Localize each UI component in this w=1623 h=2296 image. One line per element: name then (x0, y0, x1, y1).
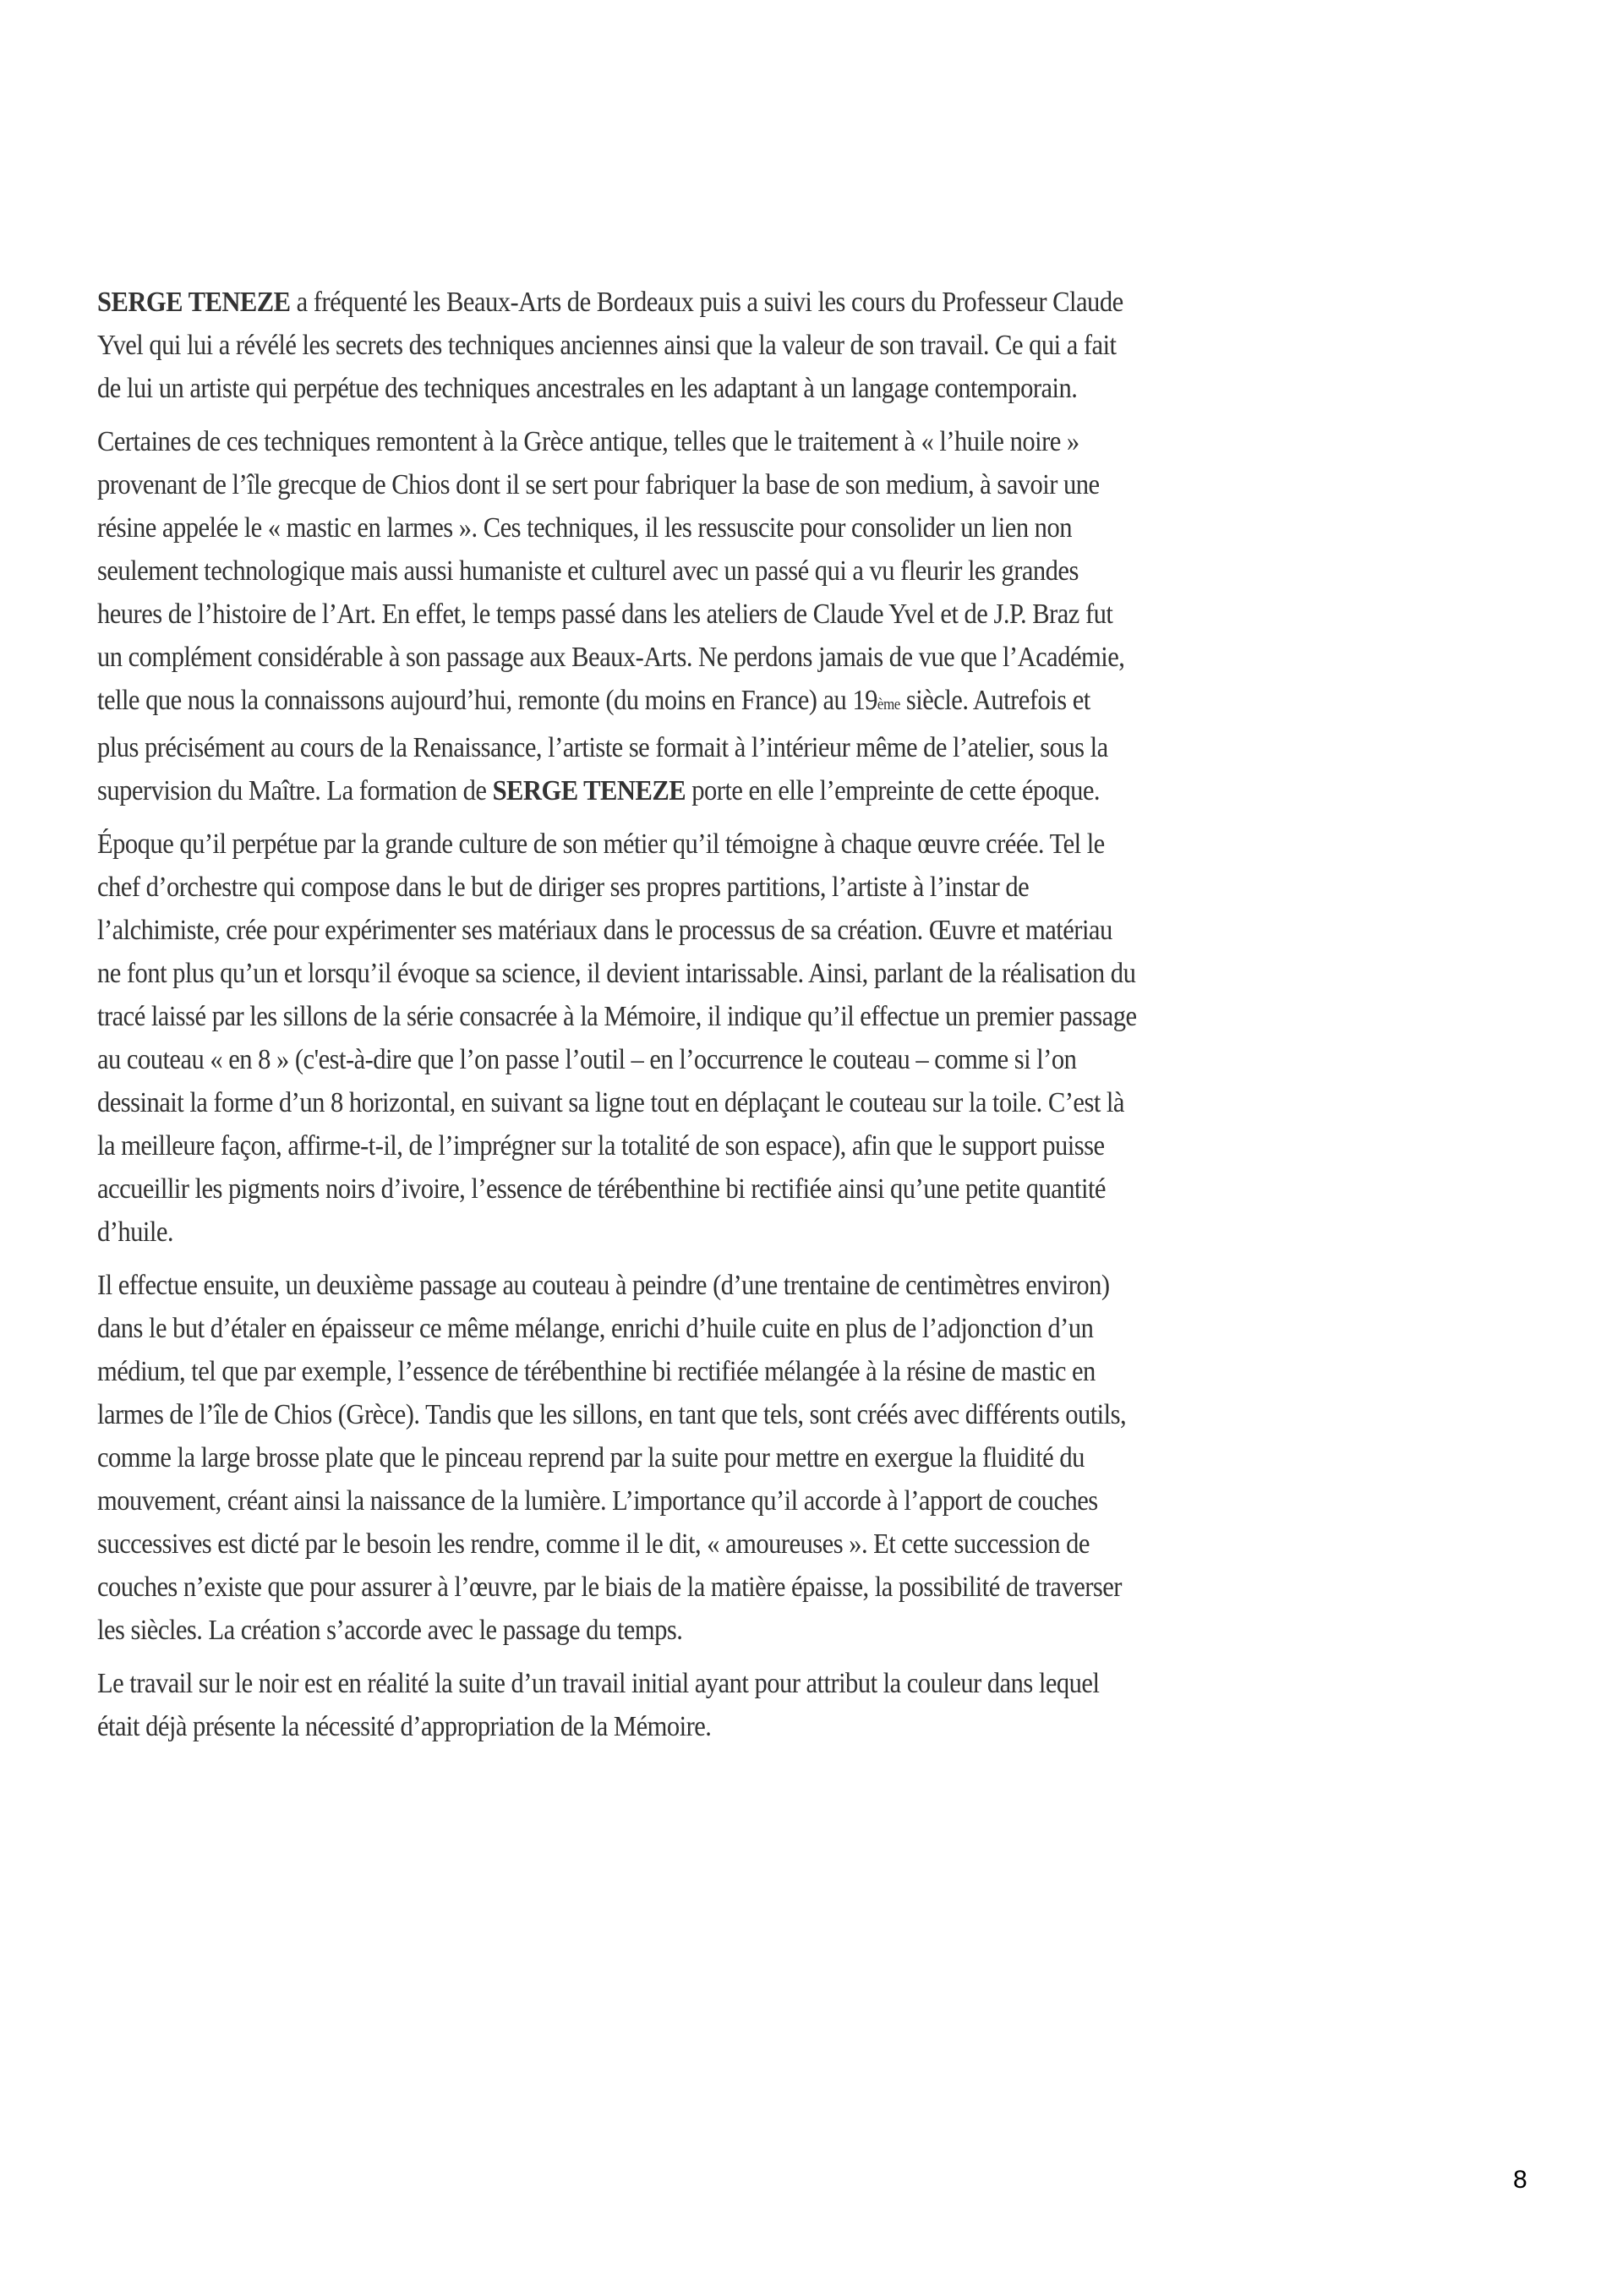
text-line (97, 909, 1375, 952)
text-segment: les siècles. La création s’accorde avec le passage du temps. (97, 1615, 683, 1646)
text-line (97, 549, 1375, 593)
text-segment: provenant de l’île grecque de Chios dont il se sert pour fabriquer la base de son medium, à savoir une (97, 469, 1100, 500)
text-line (97, 1436, 1375, 1479)
text-segment: siècle. Autrefois et (899, 685, 1090, 716)
text-segment: seulement technologique mais aussi humaniste et culturel avec un passé qui a vu fleurir les grandes (97, 555, 1079, 587)
text-segment: supervision du Maître. La formation de (97, 775, 493, 806)
text-segment: était déjà présente la nécessité d’appropriation de la Mémoire. (97, 1711, 712, 1742)
text-segment: au couteau « en 8 » (c'est-à-dire que l’on passe l’outil – en l’occurrence le couteau – comme si l’on (97, 1044, 1077, 1075)
paragraph (97, 420, 1517, 812)
text-segment: de lui un artiste qui perpétue des techniques ancestrales en les adaptant à un langage contemporain. (97, 373, 1078, 404)
text-line (97, 636, 1375, 679)
text-line (97, 726, 1375, 769)
text-segment: tracé laissé par les sillons de la série consacrée à la Mémoire, il indique qu’il effectue un premier passage (97, 1001, 1137, 1032)
text-line (97, 1124, 1375, 1167)
text-line (97, 1307, 1375, 1350)
text-segment: dans le but d’étaler en épaisseur ce même mélange, enrichi d’huile cuite en plus de l’adjonction d’un (97, 1313, 1094, 1344)
text-line (97, 1393, 1375, 1436)
text-segment: Yvel qui lui a révélé les secrets des techniques anciennes ainsi que la valeur de son travail. Ce qui a fait (97, 330, 1117, 361)
paragraph (97, 1662, 1517, 1748)
text-segment: Il effectue ensuite, un deuxième passage au couteau à peindre (d’une trentaine de centimètres environ) (97, 1270, 1110, 1301)
text-line (97, 952, 1375, 995)
artist-name: SERGE TENEZE (492, 775, 686, 806)
text-line (97, 1167, 1375, 1211)
text-line (97, 679, 1375, 726)
text-line (97, 769, 1375, 812)
text-segment: Époque qu’il perpétue par la grande culture de son métier qu’il témoigne à chaque œuvre créée. Tel le (97, 828, 1105, 860)
text-segment: ne font plus qu’un et lorsqu’il évoque sa science, il devient intarissable. Ainsi, parlant de la réalisation du (97, 958, 1136, 989)
text-line (97, 866, 1375, 909)
text-segment: heures de l’histoire de l’Art. En effet, le temps passé dans les ateliers de Claude Yvel et de J.P. Braz fut (97, 599, 1113, 630)
text-segment: larmes de l’île de Chios (Grèce). Tandis que les sillons, en tant que tels, sont créés avec différents outils, (97, 1399, 1127, 1430)
text-line (97, 367, 1375, 410)
text-segment: chef d’orchestre qui compose dans le but de diriger ses propres partitions, l’artiste à l’instar de (97, 872, 1030, 903)
text-line (97, 281, 1375, 324)
artist-name: SERGE TENEZE (97, 287, 291, 318)
text-segment: telle que nous la connaissons aujourd’hui, remonte (du moins en France) au 19 (97, 685, 877, 716)
text-segment: Le travail sur le noir est en réalité la suite d’un travail initial ayant pour attribut la couleur dans lequel (97, 1668, 1100, 1699)
text-segment: a fréquenté les Beaux-Arts de Bordeaux puis a suivi les cours du Professeur Claude (290, 287, 1123, 318)
text-line (97, 1081, 1375, 1124)
text-line (97, 463, 1375, 506)
text-segment: porte en elle l’empreinte de cette époque. (686, 775, 1101, 806)
text-segment: la meilleure façon, affirme-t-il, de l’imprégner sur la totalité de son espace), afin que le support puisse (97, 1130, 1105, 1162)
text-segment: d’huile. (97, 1216, 174, 1248)
text-line (97, 324, 1375, 367)
text-segment: plus précisément au cours de la Renaissance, l’artiste se formait à l’intérieur même de l’atelier, sous la (97, 732, 1108, 763)
text-line (97, 1350, 1375, 1393)
text-line (97, 1264, 1375, 1307)
text-line (97, 823, 1375, 866)
text-segment: accueillir les pigments noirs d’ivoire, l’essence de térébenthine bi rectifiée ainsi qu’une petite quantité (97, 1173, 1106, 1205)
text-segment: successives est dicté par le besoin les rendre, comme il le dit, « amoureuses ». Et cette succession de (97, 1528, 1090, 1560)
text-line (97, 506, 1375, 549)
ordinal-suffix: ème (877, 696, 900, 713)
text-segment: l’alchimiste, crée pour expérimenter ses matériaux dans le processus de sa création. Œuvre et matériau (97, 915, 1112, 946)
page-number: 8 (1513, 2166, 1527, 2194)
text-line (97, 1566, 1375, 1609)
document-body (97, 281, 1517, 1758)
text-line (97, 420, 1375, 463)
paragraph (97, 281, 1517, 410)
text-segment: comme la large brosse plate que le pinceau reprend par la suite pour mettre en exergue la fluidité du (97, 1442, 1085, 1473)
text-line (97, 1662, 1375, 1705)
text-segment: dessinait la forme d’un 8 horizontal, en suivant sa ligne tout en déplaçant le couteau sur la toile. C’est là (97, 1087, 1124, 1118)
text-segment: mouvement, créant ainsi la naissance de la lumière. L’importance qu’il accorde à l’apport de couches (97, 1485, 1098, 1517)
text-segment: résine appelée le « mastic en larmes ». Ces techniques, il les ressuscite pour consolider un lien non (97, 512, 1072, 544)
text-line (97, 1211, 1375, 1254)
text-line (97, 1038, 1375, 1081)
text-line (97, 1522, 1375, 1566)
text-line (97, 1705, 1375, 1748)
paragraph (97, 1264, 1517, 1652)
paragraph (97, 823, 1517, 1254)
text-line (97, 1609, 1375, 1652)
text-line (97, 593, 1375, 636)
text-segment: un complément considérable à son passage aux Beaux-Arts. Ne perdons jamais de vue que l’Académie, (97, 642, 1125, 673)
text-segment: couches n’existe que pour assurer à l’œuvre, par le biais de la matière épaisse, la possibilité de traverser (97, 1572, 1122, 1603)
text-line (97, 1479, 1375, 1522)
text-line (97, 995, 1375, 1038)
text-segment: médium, tel que par exemple, l’essence de térébenthine bi rectifiée mélangée à la résine de mastic en (97, 1356, 1096, 1387)
text-segment: Certaines de ces techniques remontent à la Grèce antique, telles que le traitement à « l’huile noire » (97, 426, 1079, 457)
